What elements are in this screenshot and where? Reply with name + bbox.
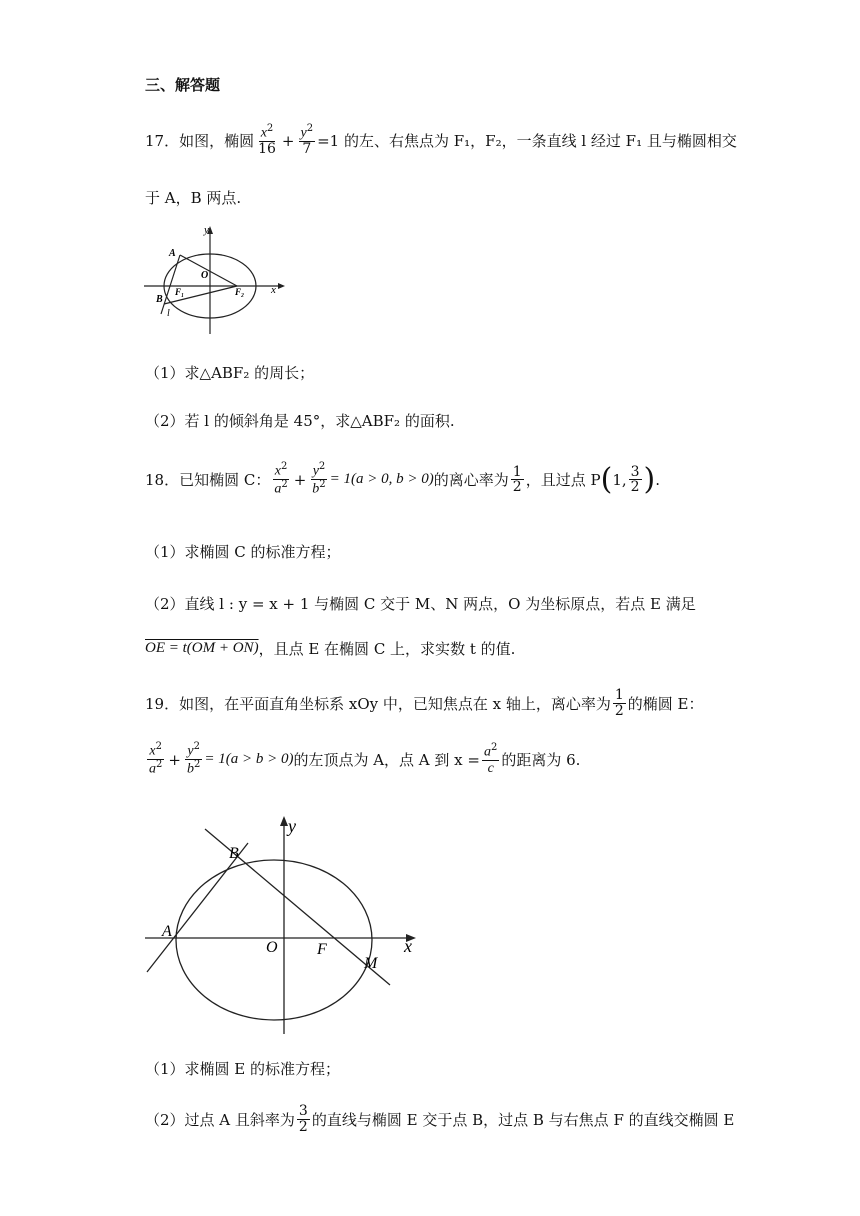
q18-frac-y: $\frac{y^2}{b^2}$ xyxy=(312,461,326,497)
q19-part2-a: （2）过点 A 且斜率为 xyxy=(145,1110,295,1129)
q19-line1 xyxy=(145,688,704,718)
q19-condition: = 1(a > b > 0) xyxy=(204,751,294,768)
q17-figure xyxy=(140,222,290,337)
q17-frac-x: $\frac{x^2}{16}$ xyxy=(258,123,276,158)
q18-vector-eq: OE = t(OM + ON) xyxy=(145,640,259,656)
q17-fig-B-label: B xyxy=(156,294,163,305)
q19-line2-c: 的距离为 6. xyxy=(501,751,581,770)
q19-line2-b: 的左顶点为 A，点 A 到 x = xyxy=(293,751,480,770)
q18-part2-line1: （2）直线 l : y = x + 1 与椭圆 C 交于 M、N 两点，O 为坐标原点，若点 E 满足 xyxy=(145,595,696,613)
q19-line1-b: 的椭圆 E： xyxy=(627,694,704,713)
q19-frac-a2c: $\frac{a^2}{c}$ xyxy=(483,741,498,777)
q17-fig-F2-label: F₂ xyxy=(235,287,245,297)
q18-part2-tail: ，且点 E 在椭圆 C 上，求实数 t 的值. xyxy=(258,640,516,658)
q17-line2: 于 A，B 两点. xyxy=(145,189,242,207)
q19-frac-x: $\frac{x^2}{a^2}$ xyxy=(149,741,163,777)
q19-line2: $\frac{x^2}{a^2}$ + $\frac{y^2}{b^2}$ = 1(a > b > 0) 的左顶点为 A，点 A 到 x = $\frac{a^2}{c}$ 的距离为 6. xyxy=(149,741,581,777)
q19-frac-y: $\frac{y^2}{b^2}$ xyxy=(186,741,201,777)
q17-fig-y-label: y xyxy=(204,224,209,236)
q17-frac-y: $\frac{y^2}{7}$ xyxy=(300,123,314,158)
q17-fig-x-label: x xyxy=(271,284,276,296)
q19-part1: （1）求椭圆 E 的标准方程； xyxy=(145,1060,341,1078)
q17-fig-O-label: O xyxy=(201,270,209,281)
q19-fig-x-label: x xyxy=(404,936,412,956)
q19-fig-M-label: M xyxy=(364,955,378,972)
q18-condition: = 1(a > 0, b > 0) xyxy=(329,471,434,488)
q18-prefix: 18．已知椭圆 C： xyxy=(145,471,271,490)
q19-fig-A-label: A xyxy=(162,923,172,940)
q18-frac-e: $\frac{1}{2}$ xyxy=(512,463,522,496)
q19-part2-b: 的直线与椭圆 E 交于点 B，过点 B 与右焦点 F 的直线交椭圆 E xyxy=(311,1110,735,1129)
q19-figure xyxy=(140,812,425,1040)
q17-suffix: =1 的左、右焦点为 F₁，F₂，一条直线 l 经过 F₁ 且与椭圆相交 xyxy=(317,132,737,151)
q19-frac-k: $\frac{3}{2}$ xyxy=(298,1103,308,1135)
q19-part2 xyxy=(145,1104,734,1134)
q17-prefix: 17．如图，椭圆 xyxy=(145,132,255,151)
q18-line1: 18．已知椭圆 C： $\frac{x^2}{a^2}$ + $\frac{y^2}{b^2}$ = 1(a > 0, b > 0) 的离心率为 $\frac{1}{2}$ ，且过点 P ( 1, $\frac{3}{2}$ ) . xyxy=(145,461,661,497)
q19-fig-B-label: B xyxy=(229,845,239,862)
section-title: 三、解答题 xyxy=(145,76,221,94)
q19-line1-a: 19．如图，在平面直角坐标系 xOy 中，已知焦点在 x 轴上，离心率为 xyxy=(145,694,611,713)
q17-part1: （1）求△ABF₂ 的周长； xyxy=(145,364,315,382)
q18-frac-x: $\frac{x^2}{a^2}$ xyxy=(274,461,288,497)
q18-after-e: ，且过点 P xyxy=(525,471,601,490)
q17-fig-A-label: A xyxy=(169,248,176,259)
q17-part2: （2）若 l 的倾斜角是 45°，求△ABF₂ 的面积. xyxy=(145,412,455,430)
q18-frac-p: $\frac{3}{2}$ xyxy=(630,463,640,496)
q19-fig-y-label: y xyxy=(288,816,296,836)
q17-fig-F1-label: F₁ xyxy=(175,287,185,297)
q19-fig-F-label: F xyxy=(317,941,327,958)
q18-part1: （1）求椭圆 C 的标准方程； xyxy=(145,543,341,561)
q17-line1: 17．如图，椭圆 $\frac{x^2}{16}$ + $\frac{y^2}{7}$ =1 的左、右焦点为 F₁，F₂，一条直线 l 经过 F₁ 且与椭圆相交 xyxy=(145,123,737,158)
q18-part2-line2 xyxy=(145,638,515,659)
q17-fig-l-label: l xyxy=(167,308,170,319)
q19-fig-O-label: O xyxy=(266,939,278,956)
q18-mid: 的离心率为 xyxy=(433,471,509,490)
q18-point-x: 1, xyxy=(612,470,627,489)
q19-frac-e: $\frac{1}{2}$ xyxy=(614,687,624,719)
